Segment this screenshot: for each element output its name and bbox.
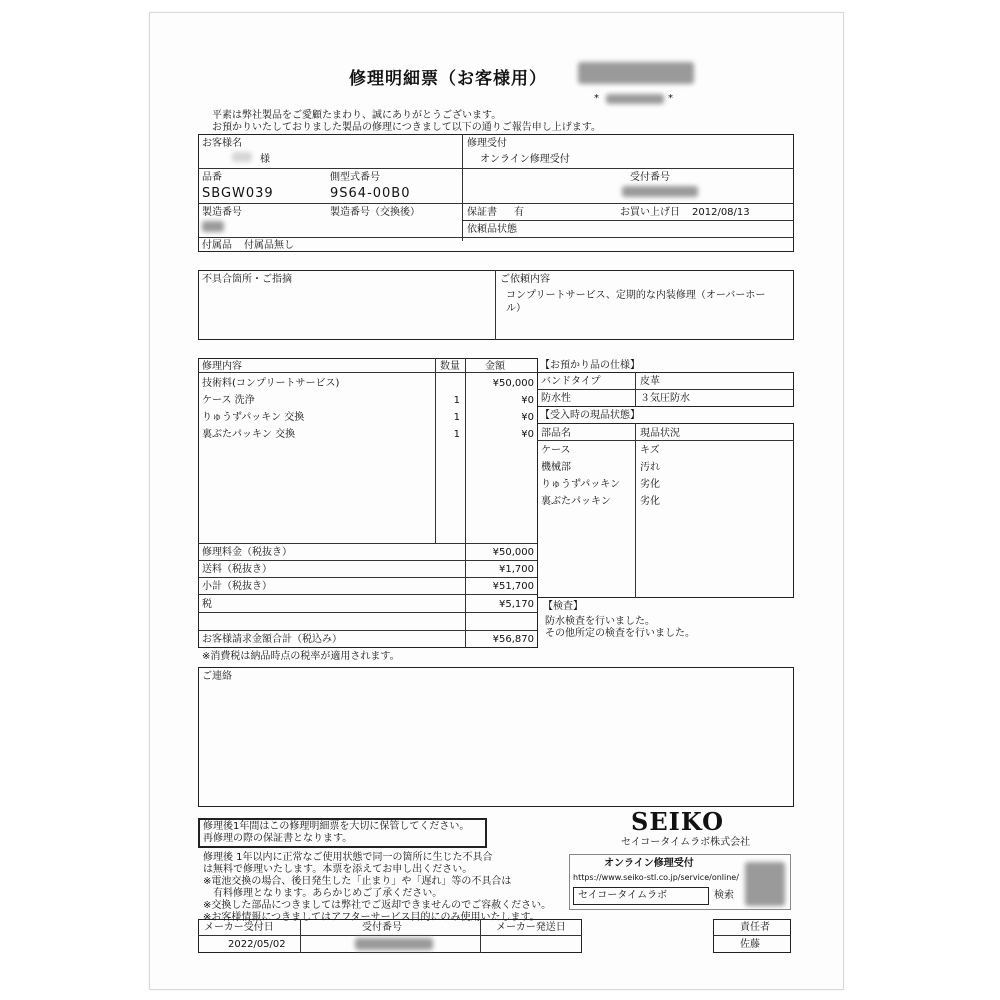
total-value: ¥5,170 — [499, 599, 534, 610]
spec-row-label: 防水性 — [541, 393, 571, 404]
total-value: ¥50,000 — [492, 547, 534, 558]
condition-header-status: 現品状況 — [640, 428, 680, 439]
company-name: セイコータイムラボ株式会社 — [621, 837, 751, 848]
inspection-title: 【検査】 — [543, 601, 583, 612]
intro-line-1: 平素は弊社製品をご愛顧たまわり、誠にありがとうございます。 — [212, 110, 502, 121]
spec-row-value: 皮革 — [640, 376, 660, 387]
repair-item-qty: 1 — [453, 395, 460, 406]
customer-name-label: お客様名 — [202, 138, 242, 149]
defect-label: 不具合箇所・ご指摘 — [202, 274, 292, 285]
warranty-note: ※お客様情報につきましてはアフターサービス目的にのみ使用いたします。 — [203, 912, 540, 923]
repair-item-content: 裏ぶたパッキン 交換 — [202, 429, 296, 440]
title-star-left: * — [594, 93, 599, 104]
condition-status: 汚れ — [640, 462, 660, 473]
repair-item-amount: ¥50,000 — [492, 378, 534, 389]
repair-item-content: りゅうずパッキン 交換 — [202, 412, 305, 423]
request-line-1: コンプリートサービス、定期的な内装修理（オーバーホー — [506, 290, 766, 301]
request-line-2: ル） — [506, 303, 526, 314]
warranty-note: ※電池交換の場合、後日発生した「止まり」や「遅れ」等の不具合は — [203, 876, 512, 887]
condition-table — [537, 423, 794, 598]
total-label: 修理料金（税抜き） — [202, 547, 292, 558]
reception-label: 修理受付 — [467, 138, 507, 149]
condition-part: りゅうずパッキン — [541, 479, 621, 490]
repair-item-amount: ¥0 — [521, 429, 534, 440]
repair-header-content: 修理内容 — [202, 361, 242, 372]
online-repair-url[interactable]: https://www.seiko-stl.co.jp/service/online/ — [573, 873, 739, 882]
keep-notice-line-1: 修理後1年間はこの修理明細票を大切に保管してください。 — [203, 821, 470, 832]
repair-item-qty: 1 — [453, 412, 460, 423]
condition-part: 裏ぶたパッキン — [541, 496, 611, 507]
repair-item-amount: ¥0 — [521, 395, 534, 406]
keep-notice-line-2: 再修理の際の保証書となります。 — [203, 833, 353, 844]
condition-status: キズ — [640, 445, 660, 456]
purchase-date-value: 2012/08/13 — [692, 207, 750, 218]
online-repair-title: オンライン修理受付 — [604, 858, 694, 869]
title-star-right: * — [668, 93, 673, 104]
seiko-logo: SEIKO — [631, 807, 724, 836]
grand-total-value: ¥56,870 — [492, 634, 534, 645]
redacted-header-id — [606, 94, 664, 104]
serial-exchange-label: 製造番号（交換後） — [330, 207, 420, 218]
redacted-serial — [202, 221, 224, 232]
repair-header-qty: 数量 — [440, 361, 460, 372]
condition-label: 依頼品状態 — [467, 224, 517, 235]
warranty-value: 有 — [514, 207, 524, 218]
repair-item-content: 技術料(コンプリートサービス) — [202, 378, 340, 389]
warranty-label: 保証書 — [467, 207, 497, 218]
condition-status: 劣化 — [640, 496, 660, 507]
redacted-customer-name — [232, 152, 252, 162]
total-value: ¥51,700 — [492, 581, 534, 592]
product-no-value: SBGW039 — [202, 186, 274, 201]
redacted-footer-number — [355, 938, 433, 950]
condition-title: 【受入時の現品状態】 — [540, 410, 640, 421]
spec-title: 【お預かり品の仕様】 — [540, 360, 640, 371]
reception-value: オンライン修理受付 — [480, 154, 570, 165]
responsible-value: 佐藤 — [740, 939, 760, 950]
redacted-qr-code — [745, 862, 785, 906]
total-value: ¥1,700 — [499, 564, 534, 575]
warranty-note: は無料で修理いたします。本票を添えてお申し出ください。 — [203, 864, 473, 875]
caliber-value: 9S64-00B0 — [330, 186, 411, 201]
inspection-line-2: その他所定の検査を行いました。 — [545, 628, 695, 639]
warranty-note: 有料修理となります。あらかじめご了承ください。 — [203, 888, 443, 899]
spec-row-value: ３気圧防水 — [640, 393, 690, 404]
total-label: 税 — [202, 599, 212, 610]
footer-header: メーカー発送日 — [496, 922, 566, 933]
repair-item-qty: 1 — [453, 429, 460, 440]
total-label: 送料（税抜き） — [202, 564, 272, 575]
accessory-value: 付属品無し — [244, 240, 294, 251]
inspection-line-1: 防水検査を行いました。 — [545, 616, 655, 627]
redacted-header-number — [578, 62, 694, 84]
serial-label: 製造番号 — [202, 207, 242, 218]
document-title: 修理明細票（お客様用） — [349, 69, 547, 89]
repair-header-amount: 金額 — [485, 361, 505, 372]
request-label: ご依頼内容 — [500, 274, 550, 285]
intro-line-2: お預かりいたしておりました製品の修理につきまして以下の通りご報告申し上げます。 — [212, 122, 601, 133]
warranty-note: 修理後 1年以内に正常なご使用状態で同一の箇所に生じた不具合 — [203, 852, 493, 863]
accessory-label: 付属品 — [202, 240, 232, 251]
total-label: 小計（税抜き） — [202, 581, 272, 592]
reception-number-label: 受付番号 — [630, 172, 670, 183]
footer-value: 2022/05/02 — [228, 939, 286, 950]
online-search-button[interactable]: 検索 — [714, 890, 734, 901]
condition-status: 劣化 — [640, 479, 660, 490]
grand-total-label: お客様請求金額合計（税込み） — [202, 634, 342, 645]
condition-part: ケース — [541, 445, 571, 456]
tax-note: ※消費税は納品時点の税率が適用されます。 — [202, 651, 400, 662]
condition-header-part: 部品名 — [541, 428, 571, 439]
redacted-reception-number — [622, 186, 698, 197]
spec-row-label: バンドタイプ — [541, 376, 601, 387]
footer-header: メーカー受付日 — [204, 922, 274, 933]
contact-box — [198, 667, 794, 807]
online-search-text: セイコータイムラボ — [578, 890, 668, 901]
caliber-label: 側型式番号 — [330, 172, 380, 183]
repair-item-content: ケース 洗浄 — [202, 395, 255, 406]
condition-part: 機械部 — [541, 462, 571, 473]
customer-name-suffix: 様 — [260, 154, 270, 165]
footer-header: 受付番号 — [362, 922, 402, 933]
responsible-label: 責任者 — [740, 922, 770, 933]
warranty-note: ※交換した部品につきましては弊社でご返却できませんのでご容赦ください。 — [203, 900, 552, 911]
customer-divider — [462, 134, 463, 241]
contact-label: ご連絡 — [202, 671, 232, 682]
repair-item-amount: ¥0 — [521, 412, 534, 423]
purchase-date-label: お買い上げ日 — [620, 207, 680, 218]
product-no-label: 品番 — [202, 172, 222, 183]
